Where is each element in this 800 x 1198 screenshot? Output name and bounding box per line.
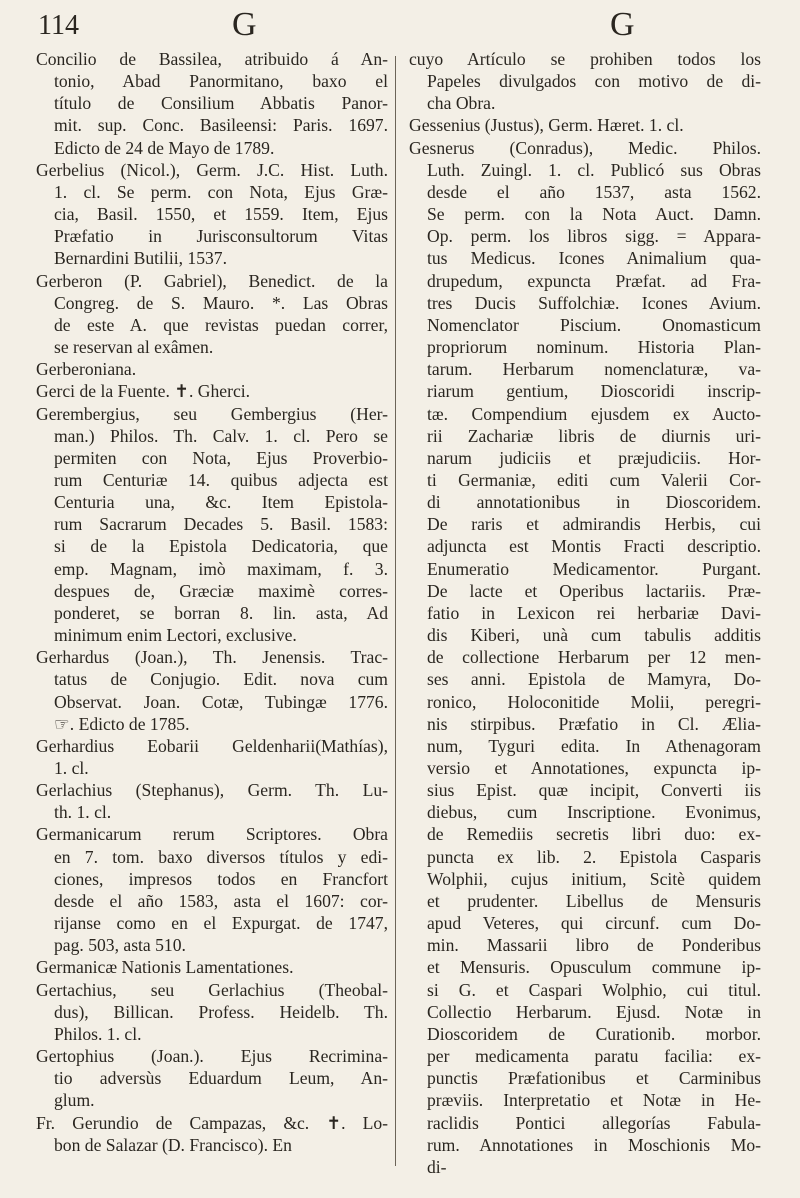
entry-line: despues de, Græciæ maximè corres- (54, 580, 388, 601)
entry-line: et Mensuris. Opusculum commune ip- (427, 957, 761, 978)
entry-line: Gerembergius, seu Gembergius (Her- (36, 403, 388, 424)
index-entry (36, 403, 388, 647)
entry-line: dus), Billican. Profess. Heidelb. Th. (54, 1001, 388, 1022)
entry-line: Papeles divulgados con motivo de di- (427, 71, 761, 92)
entry-line: di annotationibus in Dioscoridem. (427, 492, 761, 513)
entry-line: en 7. tom. baxo diversos títulos y edi- (54, 846, 388, 867)
entry-line: puncta ex lib. 2. Epistola Casparis (427, 846, 761, 867)
entry-line: Philos. 1. cl. (54, 1023, 142, 1044)
index-entry (36, 979, 388, 1045)
entry-line: Collectio Herbarum. Ejusd. Notæ in (427, 1001, 761, 1022)
index-entry (36, 380, 388, 402)
entry-line: rum Centuriæ 14. quibus adjecta est (54, 469, 388, 490)
entry-line: apud Veteres, qui circunf. cum Do- (427, 913, 761, 934)
column-divider (395, 56, 396, 1166)
index-entry (36, 1112, 388, 1156)
entry-line: Fr. Gerundio de Campazas, &c. ✝. Lo- (36, 1112, 388, 1133)
index-entry (36, 823, 388, 956)
entry-line: di- (427, 1156, 447, 1177)
entry-line: Gerhardus (Joan.), Th. Jenensis. Trac- (36, 647, 388, 668)
running-header (22, 6, 778, 48)
entry-line: desde el año 1537, asta 1562. (427, 181, 761, 202)
entry-line: mit. sup. Conc. Basileensi: Paris. 1697. (54, 115, 388, 136)
entry-line: Germanicarum rerum Scriptores. Obra (36, 824, 388, 845)
entry-line: versio et Annotationes, expuncta ip- (427, 758, 761, 778)
entry-line: 1. cl. (54, 758, 89, 778)
left-column (36, 48, 388, 1156)
entry-line: desde el año 1583, asta el 1607: cor- (54, 890, 388, 911)
entry-line: se reservan al exâmen. (54, 337, 214, 358)
entry-line: propriorum nominum. Historia Plan- (427, 337, 761, 358)
entry-line: rii Zachariæ libris de diurnis uri- (427, 425, 761, 446)
entry-line: Dioscoridem de Curationib. morbor. (427, 1023, 761, 1044)
entry-line: man.) Philos. Th. Calv. 1. cl. Pero se (54, 425, 388, 446)
entry-line: Gertophius (Joan.). Ejus Recrimina- (36, 1046, 388, 1067)
entry-line: min. Massarii libro de Ponderibus (427, 935, 761, 956)
entry-line: cuyo Artículo se prohiben todos los (409, 49, 761, 69)
entry-line: Edicto de 24 de Mayo de 1789. (54, 137, 275, 158)
entry-line: sius Epist. quæ incipit, Converti iis (427, 780, 761, 801)
entry-line: ciones, impresos todos en Francfort (54, 868, 388, 889)
entry-line: Wolphii, cujus initium, Scitè quidem (427, 868, 761, 889)
entry-line: ses anni. Epistola de Mamyra, Do- (427, 669, 761, 690)
entry-line: Centuria una, &c. Item Epistola- (54, 492, 388, 513)
entry-line: riarum gentium, Dioscoridi inscrip- (427, 381, 761, 402)
entry-line: fatio in Lexicon rei herbariæ Davi- (427, 602, 761, 623)
entry-line: Gessenius (Justus), Germ. Hæret. 1. cl. (409, 115, 684, 136)
entry-line: Gerberoniana. (36, 359, 137, 380)
entry-line: tonio, Abad Panormitano, baxo el (54, 71, 388, 92)
entry-line: Enumeratio Medicamentor. Purgant. (427, 558, 761, 579)
entry-line: tarum. Herbarum nomenclaturæ, va- (427, 359, 761, 380)
entry-line: et prudenter. Libellus de Mensuris (427, 890, 761, 911)
entry-line: Gerbelius (Nicol.), Germ. J.C. Hist. Luth. (36, 159, 388, 180)
entry-line: de collectione Herbarum per 12 men- (427, 647, 761, 668)
entry-line: Gerberon (P. Gabriel), Benedict. de la (36, 270, 388, 291)
entry-line: tres Ducis Suffolchiæ. Icones Avium. (427, 292, 761, 313)
entry-line: minimum enim Lectori, exclusive. (54, 625, 297, 646)
index-entry (36, 159, 388, 270)
entry-line: Gertachius, seu Gerlachius (Theobal- (36, 979, 388, 1000)
entry-line: Gesnerus (Conradus), Medic. Philos. (409, 137, 761, 158)
page-number: 114 (38, 10, 79, 41)
entry-line: cha Obra. (427, 93, 496, 114)
entry-line: Op. perm. los libros sigg. = Appara- (427, 226, 761, 247)
index-entry (36, 735, 388, 779)
index-entry (36, 1045, 388, 1111)
entry-line: emp. Magnam, imò maximam, f. 3. (54, 558, 388, 579)
index-entry (409, 114, 761, 136)
entry-line: Præfatio in Jurisconsultorum Vitas (54, 226, 388, 247)
entry-line: Concilio de Bassilea, atribuido á An- (36, 49, 388, 69)
entry-line: rijanse como en el Expurgat. de 1747, (54, 913, 388, 934)
entry-line: glum. (54, 1090, 95, 1111)
entry-line: dis Kiberi, unà cum tabulis additis (427, 625, 761, 646)
entry-line: punctis Præfationibus et Carminibus (427, 1068, 761, 1089)
entry-line: Luth. Zuingl. 1. cl. Publicó sus Obras (427, 159, 761, 180)
right-section-letter: G (610, 6, 635, 43)
index-entry (409, 48, 761, 114)
entry-line: drupedum, expuncta Præfat. ad Fra- (427, 270, 761, 291)
entry-line: ☞. Edicto de 1785. (54, 713, 190, 734)
entry-line: título de Consilium Abbatis Panor- (54, 93, 388, 114)
entry-line: cia, Basil. 1550, et 1559. Item, Ejus (54, 204, 388, 225)
entry-line: th. 1. cl. (54, 802, 112, 823)
index-entry (409, 137, 761, 1178)
entry-line: Germanicæ Nationis Lamentationes. (36, 957, 294, 978)
entry-line: raclidis Pontici allegorías Fabula- (427, 1112, 761, 1133)
entry-line: Congreg. de S. Mauro. *. Las Obras (54, 292, 388, 313)
entry-line: Gerlachius (Stephanus), Germ. Th. Lu- (36, 780, 388, 801)
index-entry (36, 646, 388, 735)
entry-line: tatus de Conjugio. Edit. nova cum (54, 669, 388, 690)
entry-line: num, Tyguri edita. In Athenagoram (427, 735, 761, 756)
entry-line: tio adversùs Eduardum Leum, An- (54, 1068, 388, 1089)
entry-line: ponderet, se borran 8. lin. asta, Ad (54, 602, 388, 623)
entry-line: bon de Salazar (D. Francisco). En (54, 1134, 292, 1155)
index-entry (36, 956, 388, 978)
entry-line: De lacte et Operibus lactariis. Præ- (427, 580, 761, 601)
index-entry (36, 48, 388, 159)
entry-line: De raris et admirandis Herbis, cui (427, 514, 761, 535)
entry-line: de este A. que revistas puedan correr, (54, 314, 388, 335)
entry-line: tus Medicus. Icones Animalium qua- (427, 248, 761, 269)
entry-line: 1. cl. Se perm. con Nota, Ejus Græ- (54, 181, 388, 202)
entry-line: de Remediis secretis libri duo: ex- (427, 824, 761, 845)
entry-line: Observat. Joan. Cotæ, Tubingæ 1776. (54, 691, 388, 712)
entry-line: Gerhardius Eobarii Geldenharii(Mathías), (36, 735, 388, 756)
entry-line: si de la Epistola Dedicatoria, que (54, 536, 388, 557)
entry-line: pag. 503, asta 510. (54, 935, 186, 956)
entry-line: narum judiciis et præjudiciis. Hor- (427, 447, 761, 468)
entry-line: per medicamenta paratu facilia: ex- (427, 1046, 761, 1067)
entry-line: permiten con Nota, Ejus Proverbio- (54, 447, 388, 468)
entry-line: ronico, Holoconitide Molii, peregri- (427, 691, 761, 712)
index-entry (36, 270, 388, 359)
entry-line: Se perm. con la Nota Auct. Damn. (427, 204, 761, 225)
entry-line: rum Sacrarum Decades 5. Basil. 1583: (54, 514, 388, 535)
entry-line: nis stirpibus. Præfatio in Cl. Ælia- (427, 713, 761, 734)
index-entry (36, 779, 388, 823)
left-section-letter: G (232, 6, 257, 43)
index-entry (36, 358, 388, 380)
entry-line: rum. Annotationes in Moschionis Mo- (427, 1134, 761, 1155)
entry-line: ti Germaniæ, editi cum Valerii Cor- (427, 469, 761, 490)
entry-line: adjuncta est Montis Fracti descriptio. (427, 536, 761, 557)
entry-line: Nomenclator Piscium. Onomasticum (427, 314, 761, 335)
entry-line: Gerci de la Fuente. ✝. Gherci. (36, 381, 251, 402)
entry-line: præviis. Interpretatio et Notæ in He- (427, 1090, 761, 1111)
entry-line: Bernardini Butilii, 1537. (54, 248, 227, 269)
entry-line: tæ. Compendium ejusdem ex Aucto- (427, 403, 761, 424)
entry-line: si G. et Caspari Wolphio, cui titul. (427, 979, 761, 1000)
entry-line: diebus, cum Inscriptione. Evonimus, (427, 802, 761, 823)
right-column (409, 48, 761, 1178)
